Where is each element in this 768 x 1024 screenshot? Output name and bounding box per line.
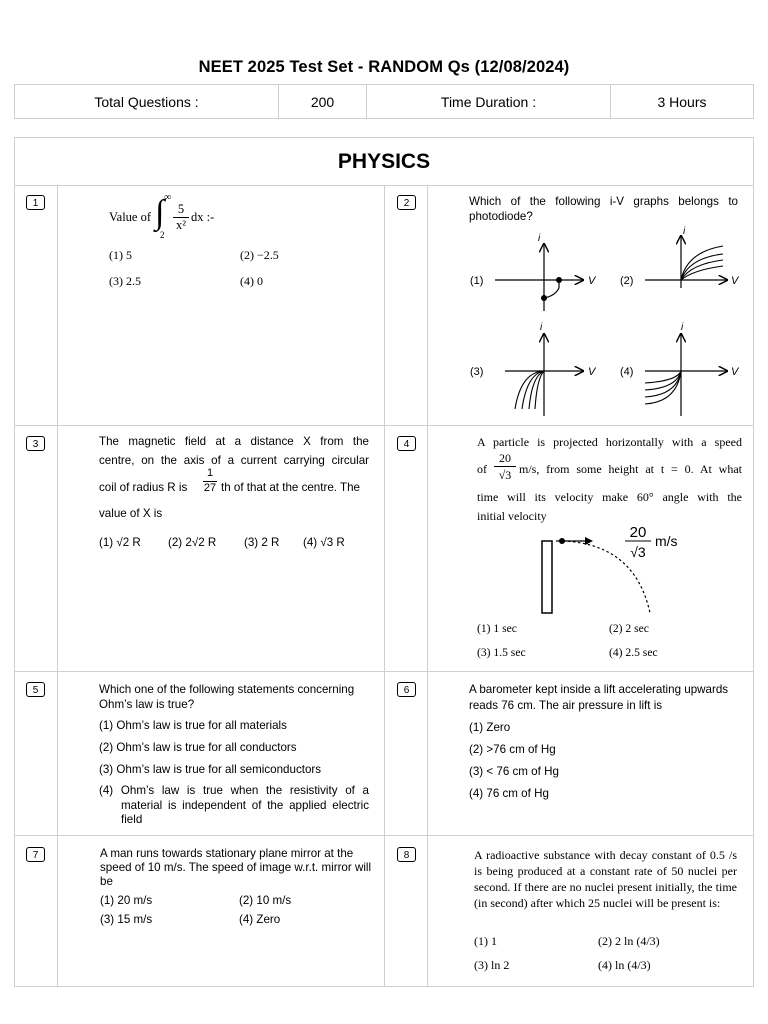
section-title: PHYSICS bbox=[15, 138, 753, 186]
option-2[interactable]: (2) 2√2 R bbox=[168, 536, 217, 549]
question-number: 4 bbox=[397, 436, 416, 451]
option-1[interactable]: (1) 20 m/s bbox=[100, 894, 153, 907]
svg-text:i: i bbox=[540, 322, 543, 333]
iv-graphs-figure bbox=[455, 226, 745, 421]
graph-1[interactable] bbox=[470, 233, 597, 311]
q4-line-2-suffix: m/s, from some height at t = 0. At what bbox=[519, 462, 742, 476]
q4-line-4: initial velocity bbox=[477, 509, 547, 523]
option-2[interactable]: (2) 2 sec bbox=[609, 622, 649, 635]
svg-text:m/s: m/s bbox=[655, 533, 678, 549]
svg-text:V: V bbox=[731, 366, 739, 378]
q3-line-3-prefix: coil of radius R is bbox=[99, 481, 188, 494]
option-1[interactable]: (1) 1 bbox=[474, 934, 497, 948]
svg-text:i: i bbox=[683, 226, 686, 237]
option-3[interactable]: (3) ln 2 bbox=[474, 958, 510, 972]
option-2[interactable]: (2) 10 m/s bbox=[239, 894, 292, 907]
svg-text:(4): (4) bbox=[620, 366, 634, 378]
q3-line-1: The magnetic field at a distance X from the bbox=[99, 435, 369, 448]
option-4[interactable]: (4) Ohm’s law is true when the resistivity of a material is independent of the applied electric field bbox=[99, 784, 369, 826]
svg-text:(1): (1) bbox=[470, 275, 484, 287]
projectile-figure bbox=[535, 518, 735, 618]
option-4[interactable]: (4) 76 cm of Hg bbox=[469, 787, 549, 800]
question-number: 8 bbox=[397, 847, 416, 862]
option-1[interactable]: (1) Zero bbox=[469, 721, 511, 734]
q4-line-1: A particle is projected horizontally with a speed bbox=[477, 435, 742, 449]
svg-text:√3: √3 bbox=[630, 544, 646, 560]
svg-text:V: V bbox=[731, 275, 739, 287]
fraction-bar bbox=[494, 466, 516, 467]
question-5-text: Which one of the following statements concerning Ohm’s law is true? bbox=[99, 683, 355, 711]
option-2[interactable]: (2) Ohm’s law is true for all conductors bbox=[99, 741, 297, 754]
question-7-text: A man runs towards stationary plane mirror at the speed of 10 m/s. The speed of image w.r.t. mirror will be bbox=[100, 847, 372, 888]
q4-line-3: time will its velocity make 60° angle with the bbox=[477, 490, 742, 504]
total-questions-value: 200 bbox=[279, 85, 367, 119]
option-2[interactable]: (2) −2.5 bbox=[240, 248, 279, 262]
fraction-denominator: √3 bbox=[498, 468, 512, 482]
q4-line-2-prefix: of bbox=[477, 462, 487, 476]
question-4-text bbox=[477, 435, 742, 530]
fraction-numerator: 1 bbox=[206, 467, 214, 479]
integral-prefix: Value of bbox=[109, 210, 151, 224]
question-number: 1 bbox=[26, 195, 45, 210]
svg-text:(2): (2) bbox=[620, 275, 634, 287]
option-1[interactable]: (1) 5 bbox=[109, 248, 132, 262]
grid-line bbox=[15, 835, 753, 836]
option-1[interactable]: (1) Ohm’s law is true for all materials bbox=[99, 719, 287, 732]
q3-line-3-suffix: th of that at the centre. The bbox=[221, 481, 361, 494]
grid-line bbox=[57, 185, 58, 986]
question-2-text: Which of the following i-V graphs belongs to photodiode? bbox=[469, 195, 738, 223]
fraction-denominator: 27 bbox=[203, 482, 217, 494]
fraction-denominator: x² bbox=[176, 218, 186, 232]
grid-line bbox=[15, 671, 753, 672]
option-4[interactable]: (4) √3 R bbox=[303, 536, 345, 549]
svg-text:i: i bbox=[681, 322, 684, 333]
question-number: 6 bbox=[397, 682, 416, 697]
question-number: 3 bbox=[26, 436, 45, 451]
integral-upper-limit: ∞ bbox=[164, 192, 172, 203]
svg-text:V: V bbox=[588, 275, 596, 287]
option-2[interactable]: (2) 2 ln (4/3) bbox=[598, 934, 660, 948]
option-3[interactable]: (3) 15 m/s bbox=[100, 913, 153, 926]
graph-4[interactable] bbox=[620, 322, 740, 416]
grid-line bbox=[427, 185, 428, 986]
integral-sign: ∫ bbox=[155, 194, 165, 231]
test-info-table bbox=[14, 84, 754, 119]
svg-text:20: 20 bbox=[629, 524, 647, 541]
option-3[interactable]: (3) 2 R bbox=[244, 536, 280, 549]
total-questions-label: Total Questions : bbox=[15, 85, 279, 119]
grid-line bbox=[384, 185, 385, 986]
time-duration-label: Time Duration : bbox=[367, 85, 611, 119]
option-4[interactable]: (4) Zero bbox=[239, 913, 281, 926]
question-8-text: A radioactive substance with decay constant of 0.5 /s is being produced at a constant rate of 50 nuclei per second. If there are no nuclei present initially, the time (in second) after which 25 nuclei will be present is: bbox=[474, 848, 737, 910]
option-2[interactable]: (2) >76 cm of Hg bbox=[469, 743, 556, 756]
option-4[interactable]: (4) 2.5 sec bbox=[609, 646, 658, 659]
question-number: 5 bbox=[26, 682, 45, 697]
option-3[interactable]: (3) 2.5 bbox=[109, 274, 141, 288]
fraction-numerator: 20 bbox=[499, 451, 511, 465]
question-3-text bbox=[99, 435, 369, 530]
svg-text:V: V bbox=[588, 366, 596, 378]
question-number: 7 bbox=[26, 847, 45, 862]
option-4[interactable]: (4) ln (4/3) bbox=[598, 958, 651, 972]
svg-text:(3): (3) bbox=[470, 366, 484, 378]
svg-text:i: i bbox=[538, 233, 541, 244]
fraction-numerator: 5 bbox=[177, 202, 185, 216]
q3-line-4: value of X is bbox=[99, 507, 163, 520]
question-number: 2 bbox=[397, 195, 416, 210]
graph-3[interactable] bbox=[470, 322, 597, 416]
integral-suffix: dx :- bbox=[191, 210, 215, 224]
option-3[interactable]: (3) 1.5 sec bbox=[477, 646, 526, 659]
option-3[interactable]: (3) Ohm’s law is true for all semiconductors bbox=[99, 763, 322, 776]
question-sheet bbox=[14, 137, 754, 987]
option-1[interactable]: (1) √2 R bbox=[99, 536, 141, 549]
grid-line bbox=[15, 425, 753, 426]
time-duration-value: 3 Hours bbox=[611, 85, 754, 119]
question-1-text bbox=[109, 192, 309, 245]
page-title: NEET 2025 Test Set - RANDOM Qs (12/08/2024) bbox=[198, 58, 570, 76]
option-3[interactable]: (3) < 76 cm of Hg bbox=[469, 765, 559, 778]
option-4[interactable]: (4) 0 bbox=[240, 274, 263, 288]
question-6-text: A barometer kept inside a lift accelerating upwards reads 76 cm. The air pressure in lift is bbox=[469, 683, 729, 712]
integral-lower-limit: 2 bbox=[160, 230, 165, 240]
option-1[interactable]: (1) 1 sec bbox=[477, 622, 517, 635]
q3-line-2: centre, on the axis of a current carrying circular bbox=[99, 454, 369, 467]
graph-2[interactable] bbox=[620, 226, 740, 288]
